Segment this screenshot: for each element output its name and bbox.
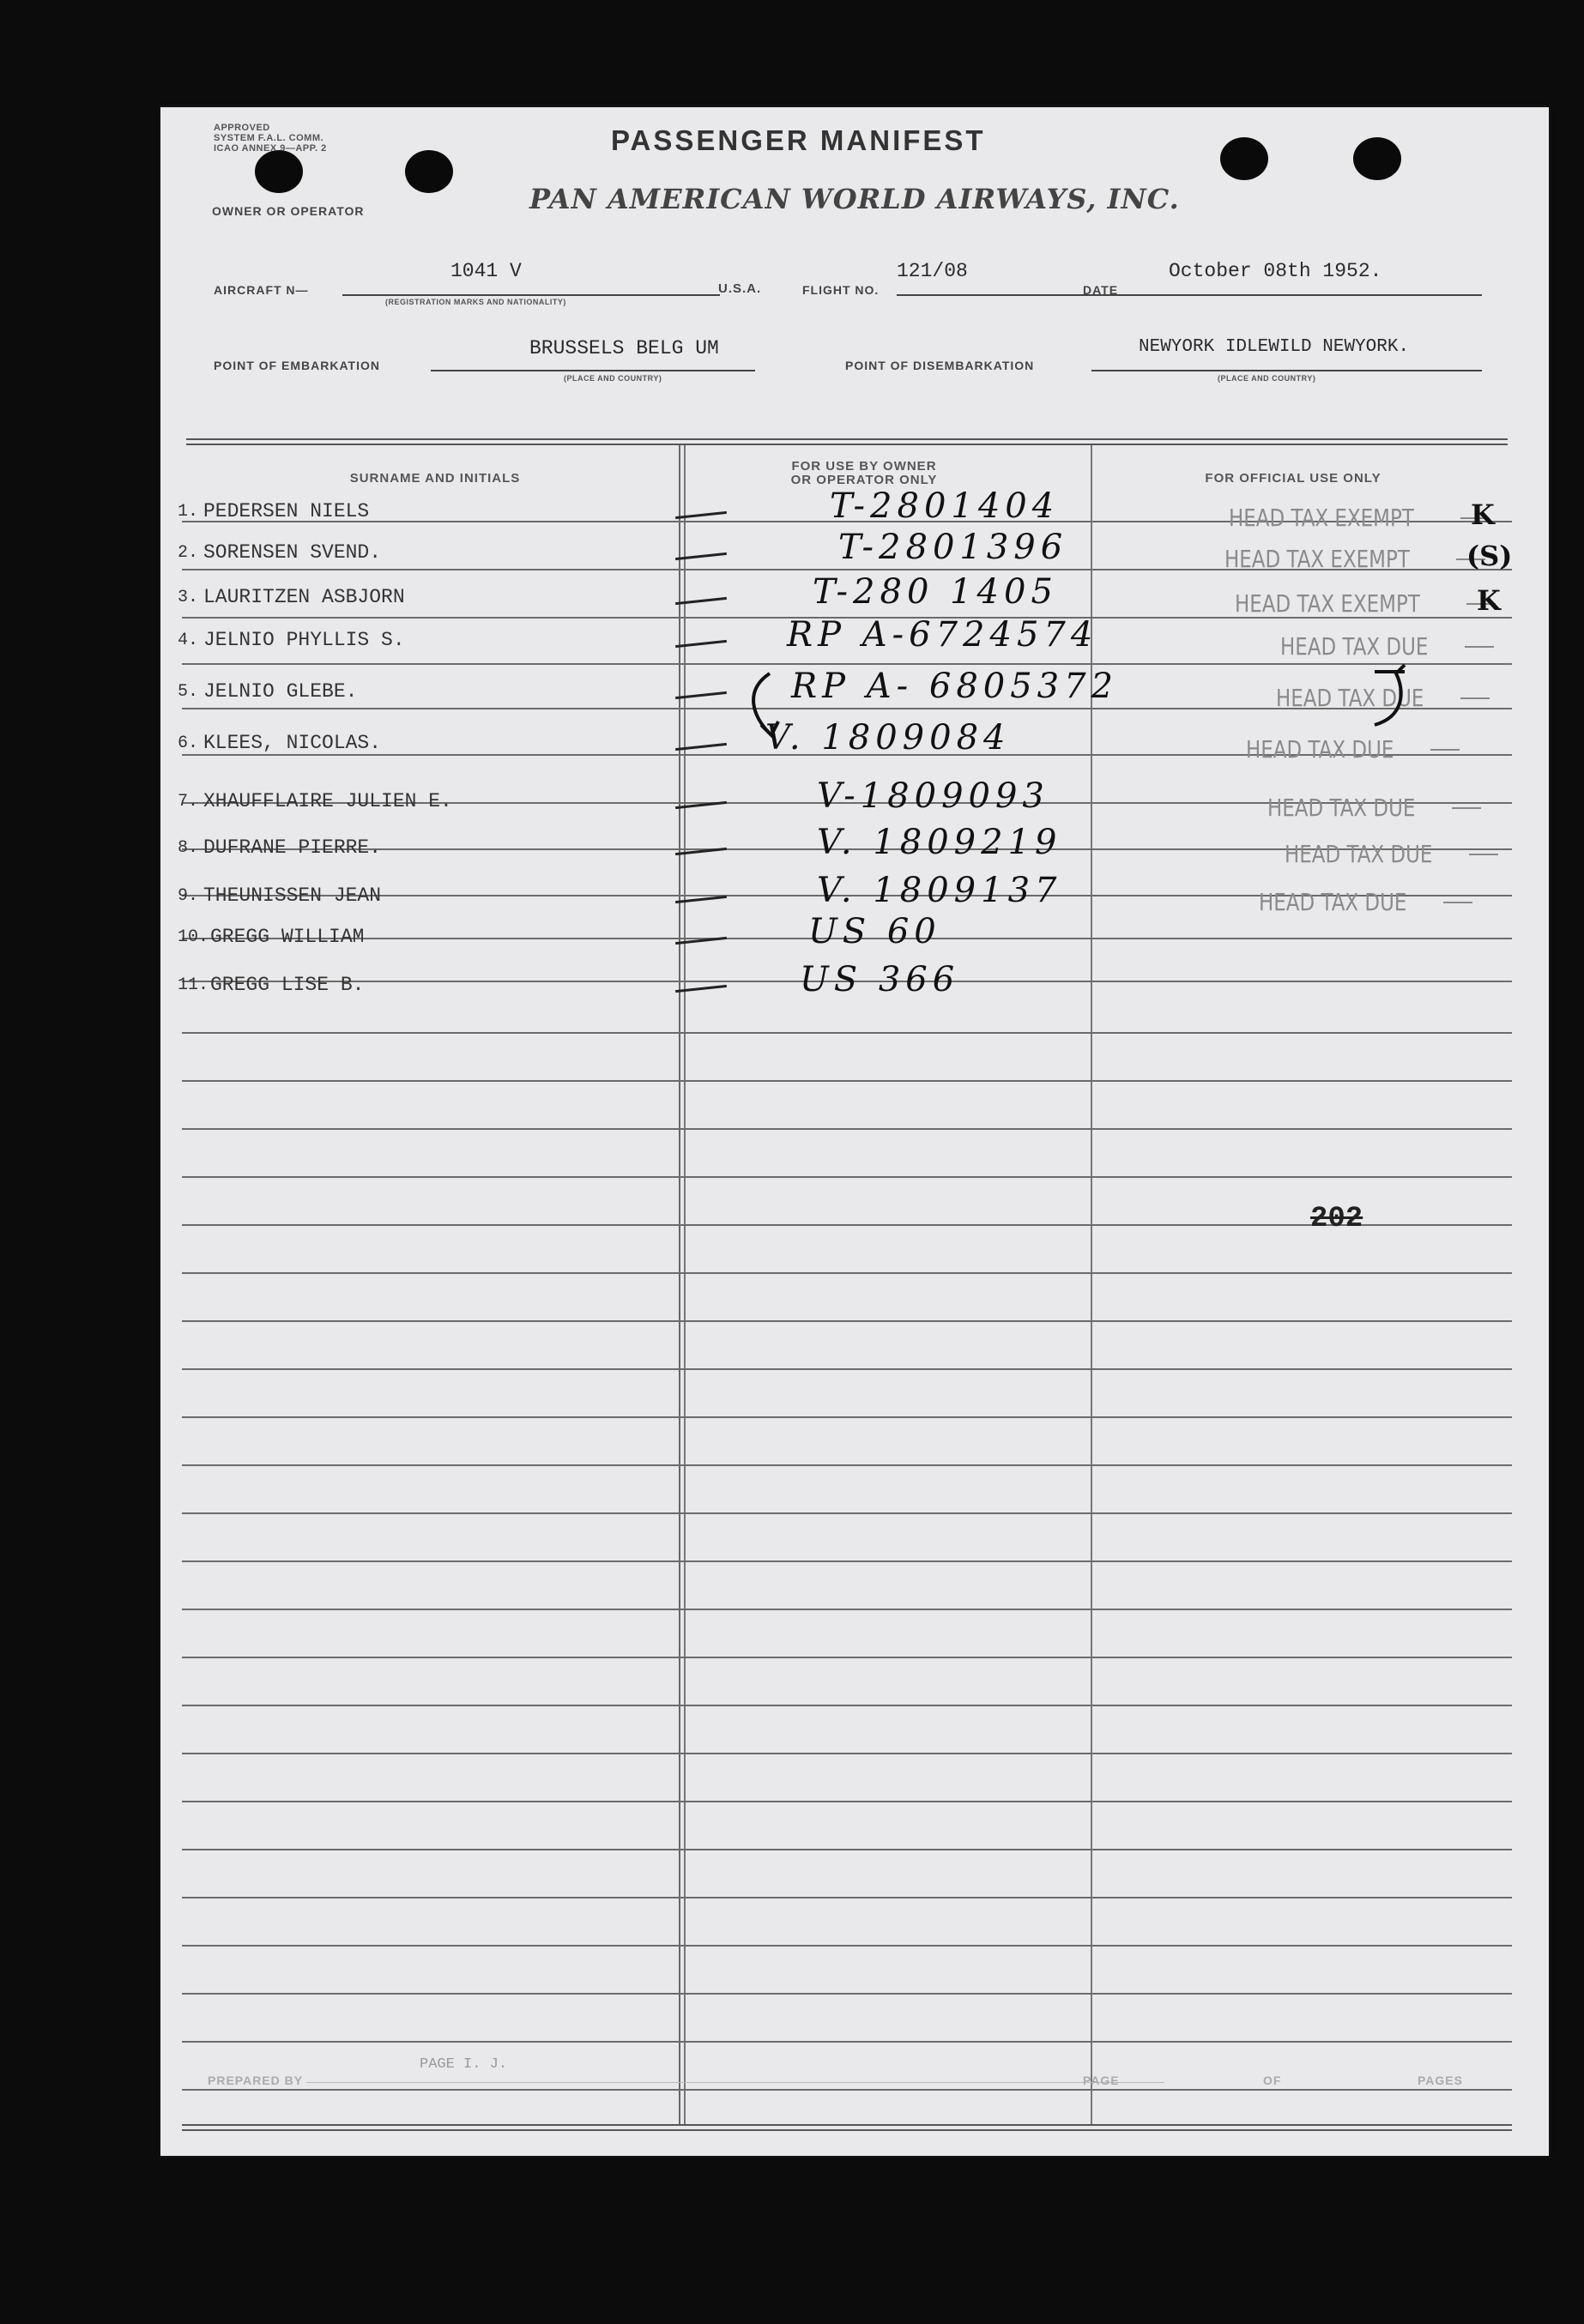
aircraft-label: AIRCRAFT N— xyxy=(214,283,309,297)
approval-line: ICAO ANNEX 9—APP. 2 xyxy=(214,143,327,154)
punch-hole xyxy=(255,150,303,193)
embarkation-value: BRUSSELS BELG UM xyxy=(529,337,719,359)
passenger-name: PEDERSEN NIELS xyxy=(203,500,370,522)
ruled-line xyxy=(182,1753,1512,1754)
ruled-line xyxy=(182,2089,1512,2091)
passenger-name: JELNIO PHYLLIS S. xyxy=(203,629,405,651)
head-tax-stamp: HEAD TAX EXEMPT xyxy=(1229,504,1414,532)
approval-line: APPROVED xyxy=(214,123,270,133)
passenger-name: SORENSEN SVEND. xyxy=(203,541,382,564)
ruled-line xyxy=(182,1801,1512,1802)
ruled-line xyxy=(182,1128,1512,1130)
passenger-name: XHAUFFLAIRE JULIEN E. xyxy=(203,790,452,812)
passenger-number: 7. xyxy=(178,792,199,812)
passenger-number: 6. xyxy=(178,733,199,753)
head-tax-stamp: HEAD TAX EXEMPT xyxy=(1235,589,1420,618)
document-number: V. 1809219 xyxy=(817,823,1062,862)
document-number: T-280 1405 xyxy=(813,572,1058,612)
ruled-line xyxy=(182,2041,1512,2043)
flight-value: 121/08 xyxy=(897,260,968,282)
ruled-line xyxy=(182,1512,1512,1514)
stamp-dash xyxy=(1452,807,1481,809)
ruled-line xyxy=(182,1609,1512,1610)
tick-mark xyxy=(675,691,727,699)
ruled-line xyxy=(182,1176,1512,1178)
punch-hole xyxy=(1220,137,1268,180)
airline-name: PAN AMERICAN WORLD AIRWAYS, INC. xyxy=(529,183,1180,215)
page-number: 202 xyxy=(1310,1203,1363,1235)
usa-label: U.S.A. xyxy=(718,281,762,296)
ruled-line xyxy=(182,1657,1512,1658)
handwritten-mark: K xyxy=(1471,498,1495,531)
registration-sublabel: (REGISTRATION MARKS AND NATIONALITY) xyxy=(385,298,566,306)
passenger-name: GREGG LISE B. xyxy=(210,974,365,996)
punch-hole xyxy=(1353,137,1401,180)
head-tax-stamp: HEAD TAX DUE xyxy=(1276,684,1424,712)
passenger-number: 2. xyxy=(178,543,199,563)
column-header-name: SURNAME AND INITIALS xyxy=(349,471,521,486)
tick-mark xyxy=(675,896,727,903)
flight-label: FLIGHT NO. xyxy=(802,283,880,297)
head-tax-stamp: HEAD TAX DUE xyxy=(1280,632,1429,661)
document-number: US 366 xyxy=(800,960,960,999)
embarkation-label: POINT OF EMBARKATION xyxy=(214,359,380,372)
aircraft-value: 1041 V xyxy=(450,260,522,282)
tick-mark xyxy=(675,985,727,993)
passenger-number: 5. xyxy=(178,682,199,702)
ruled-line xyxy=(182,1416,1512,1418)
document-number: T-2801404 xyxy=(830,486,1060,526)
approval-note xyxy=(214,123,327,154)
column-header-owner-1: FOR USE BY OWNER xyxy=(791,459,937,474)
document-number: V-1809093 xyxy=(817,776,1049,816)
ruled-line xyxy=(182,1945,1512,1947)
page-label: PAGE xyxy=(1083,2073,1120,2087)
stamp-dash xyxy=(1460,697,1490,699)
manifest-sheet xyxy=(160,107,1549,2156)
passenger-name: GREGG WILLIAM xyxy=(210,926,365,948)
passenger-name: JELNIO GLEBE. xyxy=(203,680,358,703)
place-sublabel: (PLACE AND COUNTRY) xyxy=(1218,374,1316,383)
date-value: October 08th 1952. xyxy=(1169,260,1382,282)
prepared-by-value: PAGE I. J. xyxy=(420,2056,508,2073)
passenger-number: 4. xyxy=(178,631,199,650)
ruled-line xyxy=(182,1464,1512,1466)
ruled-line xyxy=(182,1705,1512,1706)
passenger-name: DUFRANE PIERRE. xyxy=(203,836,382,859)
prepared-by-label: PREPARED BY xyxy=(208,2073,304,2087)
of-label: OF xyxy=(1263,2073,1282,2087)
place-sublabel: (PLACE AND COUNTRY) xyxy=(564,374,662,383)
owner-label: OWNER OR OPERATOR xyxy=(212,204,365,218)
passenger-number: 9. xyxy=(178,886,199,906)
document-number: V. 1809137 xyxy=(817,871,1062,910)
passenger-number: 1. xyxy=(178,502,199,522)
ruled-line xyxy=(182,1272,1512,1274)
ruled-line xyxy=(182,1080,1512,1082)
passenger-number: 11. xyxy=(178,975,209,995)
pages-label: PAGES xyxy=(1418,2073,1463,2087)
handwritten-mark: K xyxy=(1477,584,1501,617)
document-number: RP A-6724574 xyxy=(787,615,1098,655)
disembarkation-label: POINT OF DISEMBARKATION xyxy=(845,359,1035,372)
passenger-name: THEUNISSEN JEAN xyxy=(203,884,382,907)
passenger-name: KLEES, NICOLAS. xyxy=(203,732,382,754)
head-tax-stamp: HEAD TAX DUE xyxy=(1246,735,1394,764)
tick-mark xyxy=(675,743,727,751)
document-number: V. 1809084 xyxy=(765,718,1011,758)
disembarkation-value: NEWYORK IDLEWILD NEWYORK. xyxy=(1139,337,1410,357)
stamp-dash xyxy=(1443,902,1472,903)
head-tax-stamp: HEAD TAX EXEMPT xyxy=(1224,545,1410,573)
ruled-line xyxy=(182,1849,1512,1850)
column-header-official: FOR OFFICIAL USE ONLY xyxy=(1205,471,1381,486)
column-header-owner-2: OR OPERATOR ONLY xyxy=(790,473,938,487)
punch-hole xyxy=(405,150,453,193)
ruled-line xyxy=(182,1560,1512,1562)
tick-mark xyxy=(675,640,727,648)
head-tax-stamp: HEAD TAX DUE xyxy=(1259,888,1407,916)
handwritten-mark: (S) xyxy=(1466,540,1513,572)
page-title: PASSENGER MANIFEST xyxy=(611,124,986,156)
ruled-line xyxy=(182,1032,1512,1034)
head-tax-stamp: HEAD TAX DUE xyxy=(1285,840,1433,868)
ruled-line xyxy=(182,1993,1512,1995)
passenger-name: LAURITZEN ASBJORN xyxy=(203,586,405,608)
ruled-line xyxy=(182,1368,1512,1370)
stamp-dash xyxy=(1465,646,1494,648)
date-label: DATE xyxy=(1083,283,1119,297)
stamp-dash xyxy=(1469,854,1498,855)
passenger-number: 10. xyxy=(178,927,209,947)
ruled-line xyxy=(182,1320,1512,1322)
passenger-number: 3. xyxy=(178,588,199,607)
tick-mark xyxy=(675,552,727,560)
tick-mark xyxy=(675,511,727,519)
tick-mark xyxy=(675,597,727,605)
correction-arrows xyxy=(744,656,1448,794)
head-tax-stamp: HEAD TAX DUE xyxy=(1267,794,1416,822)
document-number: US 60 xyxy=(808,912,941,951)
ruled-line xyxy=(182,1897,1512,1898)
passenger-number: 8. xyxy=(178,838,199,858)
document-number: RP A- 6805372 xyxy=(791,667,1119,706)
document-number: T-2801396 xyxy=(838,528,1068,567)
approval-line: SYSTEM F.A.L. COMM. xyxy=(214,133,324,143)
